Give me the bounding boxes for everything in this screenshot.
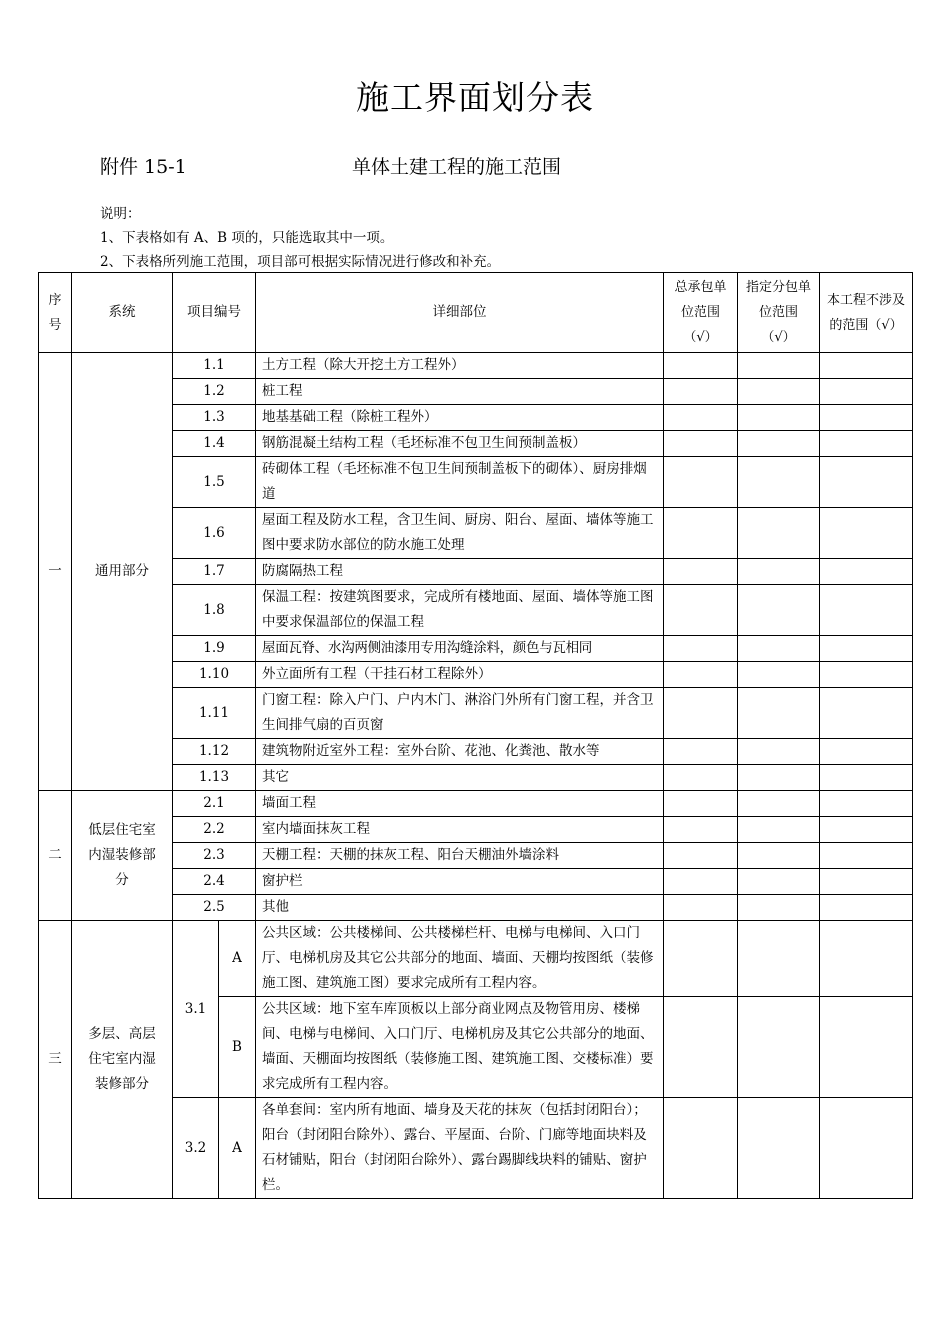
item-detail: 建筑物附近室外工程：室外台阶、花池、化粪池、散水等	[256, 739, 664, 765]
none-check-cell[interactable]	[820, 765, 913, 791]
item-detail: 桩工程	[256, 379, 664, 405]
notes-heading: 说明：	[100, 206, 141, 222]
sub-check-cell[interactable]	[738, 997, 820, 1098]
header-sub-scope: 指定分包单位范围（√）	[738, 273, 820, 353]
note-item: 2、下表格所列施工范围，项目部可根据实际情况进行修改和补充。	[100, 254, 501, 270]
item-no: 1.8	[173, 585, 256, 636]
sub-option-label: B	[219, 997, 256, 1098]
sub-check-cell[interactable]	[738, 353, 820, 379]
item-no: 1.5	[173, 457, 256, 508]
gc-check-cell[interactable]	[664, 508, 738, 559]
item-detail: 砖砌体工程（毛坯标准不包卫生间预制盖板下的砌体）、厨房排烟道	[256, 457, 664, 508]
note-item: 1、下表格如有 A、B 项的，只能选取其中一项。	[100, 230, 394, 246]
group-seq: 二	[39, 791, 72, 921]
none-check-cell[interactable]	[820, 739, 913, 765]
page-title: 施工界面划分表	[356, 78, 594, 117]
item-detail: 天棚工程：天棚的抹灰工程、阳台天棚油外墙涂料	[256, 843, 664, 869]
gc-check-cell[interactable]	[664, 636, 738, 662]
gc-check-cell[interactable]	[664, 585, 738, 636]
item-detail: 公共区域：公共楼梯间、公共楼梯栏杆、电梯与电梯间、入口门厅、电梯机房及其它公共部分的地面、墙面、天棚均按图纸（装修施工图、建筑施工图）要求完成所有工程内容。	[256, 921, 664, 997]
gc-check-cell[interactable]	[664, 869, 738, 895]
gc-check-cell[interactable]	[664, 997, 738, 1098]
item-no: 2.1	[173, 791, 256, 817]
item-no: 1.10	[173, 662, 256, 688]
gc-check-cell[interactable]	[664, 895, 738, 921]
item-no: 1.9	[173, 636, 256, 662]
none-check-cell[interactable]	[820, 508, 913, 559]
item-no: 3.2	[173, 1098, 219, 1199]
table-row	[39, 353, 913, 379]
sub-check-cell[interactable]	[738, 843, 820, 869]
gc-check-cell[interactable]	[664, 765, 738, 791]
item-no: 1.7	[173, 559, 256, 585]
item-no: 1.12	[173, 739, 256, 765]
sub-option-label: A	[219, 921, 256, 997]
none-check-cell[interactable]	[820, 895, 913, 921]
none-check-cell[interactable]	[820, 817, 913, 843]
item-no: 3.1	[173, 921, 219, 1098]
gc-check-cell[interactable]	[664, 405, 738, 431]
item-detail: 地基基础工程（除桩工程外）	[256, 405, 664, 431]
item-detail: 其他	[256, 895, 664, 921]
gc-check-cell[interactable]	[664, 817, 738, 843]
group-system: 通用部分	[72, 353, 173, 791]
item-detail: 门窗工程：除入户门、户内木门、淋浴门外所有门窗工程，并含卫生间排气扇的百页窗	[256, 688, 664, 739]
sub-check-cell[interactable]	[738, 817, 820, 843]
none-check-cell[interactable]	[820, 921, 913, 997]
item-no: 1.4	[173, 431, 256, 457]
sub-check-cell[interactable]	[738, 688, 820, 739]
sub-check-cell[interactable]	[738, 379, 820, 405]
sub-check-cell[interactable]	[738, 457, 820, 508]
sub-check-cell[interactable]	[738, 739, 820, 765]
gc-check-cell[interactable]	[664, 431, 738, 457]
sub-check-cell[interactable]	[738, 508, 820, 559]
item-no: 1.11	[173, 688, 256, 739]
gc-check-cell[interactable]	[664, 739, 738, 765]
header-seq: 序号	[39, 273, 72, 353]
gc-check-cell[interactable]	[664, 921, 738, 997]
none-check-cell[interactable]	[820, 688, 913, 739]
group-system: 多层、高层住宅室内湿装修部分	[72, 921, 173, 1199]
none-check-cell[interactable]	[820, 869, 913, 895]
none-check-cell[interactable]	[820, 636, 913, 662]
item-detail: 室内墙面抹灰工程	[256, 817, 664, 843]
item-detail: 窗护栏	[256, 869, 664, 895]
header-not-involved: 本工程不涉及的范围（√）	[820, 273, 913, 353]
sub-check-cell[interactable]	[738, 431, 820, 457]
item-no: 1.2	[173, 379, 256, 405]
none-check-cell[interactable]	[820, 353, 913, 379]
group-system: 低层住宅室内湿装修部分	[72, 791, 173, 921]
item-no: 1.1	[173, 353, 256, 379]
sub-check-cell[interactable]	[738, 895, 820, 921]
item-no: 2.5	[173, 895, 256, 921]
none-check-cell[interactable]	[820, 457, 913, 508]
item-no: 1.13	[173, 765, 256, 791]
attachment-id: 附件 15-1	[100, 156, 187, 178]
none-check-cell[interactable]	[820, 559, 913, 585]
group-seq: 一	[39, 353, 72, 791]
item-detail: 屋面工程及防水工程，含卫生间、厨房、阳台、屋面、墙体等施工图中要求防水部位的防水施工处理	[256, 508, 664, 559]
none-check-cell[interactable]	[820, 662, 913, 688]
item-detail: 其它	[256, 765, 664, 791]
sub-option-label: A	[219, 1098, 256, 1199]
header-detail: 详细部位	[256, 273, 664, 353]
none-check-cell[interactable]	[820, 585, 913, 636]
gc-check-cell[interactable]	[664, 457, 738, 508]
gc-check-cell[interactable]	[664, 791, 738, 817]
header-row	[39, 273, 913, 353]
none-check-cell[interactable]	[820, 379, 913, 405]
item-detail: 各单套间：室内所有地面、墙身及天花的抹灰（包括封闭阳台）；阳台（封闭阳台除外）、露台、平屋面、台阶、门廊等地面块料及石材铺贴，阳台（封闭阳台除外）、露台踢脚线块料的铺贴、窗护栏。	[256, 1098, 664, 1199]
sub-check-cell[interactable]	[738, 636, 820, 662]
gc-check-cell[interactable]	[664, 688, 738, 739]
item-no: 2.2	[173, 817, 256, 843]
none-check-cell[interactable]	[820, 843, 913, 869]
group-seq: 三	[39, 921, 72, 1199]
sub-check-cell[interactable]	[738, 869, 820, 895]
item-detail: 保温工程：按建筑图要求，完成所有楼地面、屋面、墙体等施工图中要求保温部位的保温工程	[256, 585, 664, 636]
none-check-cell[interactable]	[820, 431, 913, 457]
gc-check-cell[interactable]	[664, 662, 738, 688]
header-gc-scope: 总承包单位范围（√）	[664, 273, 738, 353]
header-system: 系统	[72, 273, 173, 353]
sub-check-cell[interactable]	[738, 585, 820, 636]
gc-check-cell[interactable]	[664, 379, 738, 405]
sub-check-cell[interactable]	[738, 765, 820, 791]
gc-check-cell[interactable]	[664, 843, 738, 869]
sub-check-cell[interactable]	[738, 1098, 820, 1199]
none-check-cell[interactable]	[820, 791, 913, 817]
gc-check-cell[interactable]	[664, 1098, 738, 1199]
item-detail: 土方工程（除大开挖土方工程外）	[256, 353, 664, 379]
table-row	[39, 921, 913, 997]
notes	[100, 202, 500, 274]
sub-check-cell[interactable]	[738, 791, 820, 817]
attachment-name: 单体土建工程的施工范围	[352, 156, 562, 178]
item-detail: 防腐隔热工程	[256, 559, 664, 585]
gc-check-cell[interactable]	[664, 353, 738, 379]
item-detail: 屋面瓦脊、水沟两侧油漆用专用沟缝涂料，颜色与瓦相同	[256, 636, 664, 662]
item-no: 1.3	[173, 405, 256, 431]
item-detail: 公共区域：地下室车库顶板以上部分商业网点及物管用房、楼梯间、电梯与电梯间、入口门厅、电梯机房及其它公共部分的地面、墙面、天棚面均按图纸（装修施工图、建筑施工图、交楼标准）要求完成所有工程内容。	[256, 997, 664, 1098]
item-no: 2.4	[173, 869, 256, 895]
item-no: 2.3	[173, 843, 256, 869]
sub-check-cell[interactable]	[738, 559, 820, 585]
gc-check-cell[interactable]	[664, 559, 738, 585]
sub-check-cell[interactable]	[738, 405, 820, 431]
table-row	[39, 791, 913, 817]
header-item-no: 项目编号	[173, 273, 256, 353]
none-check-cell[interactable]	[820, 405, 913, 431]
sub-check-cell[interactable]	[738, 921, 820, 997]
sub-check-cell[interactable]	[738, 662, 820, 688]
none-check-cell[interactable]	[820, 997, 913, 1098]
construction-scope-table	[38, 272, 913, 1199]
item-detail: 外立面所有工程（干挂石材工程除外）	[256, 662, 664, 688]
none-check-cell[interactable]	[820, 1098, 913, 1199]
item-no: 1.6	[173, 508, 256, 559]
item-detail: 钢筋混凝土结构工程（毛坯标准不包卫生间预制盖板）	[256, 431, 664, 457]
item-detail: 墙面工程	[256, 791, 664, 817]
